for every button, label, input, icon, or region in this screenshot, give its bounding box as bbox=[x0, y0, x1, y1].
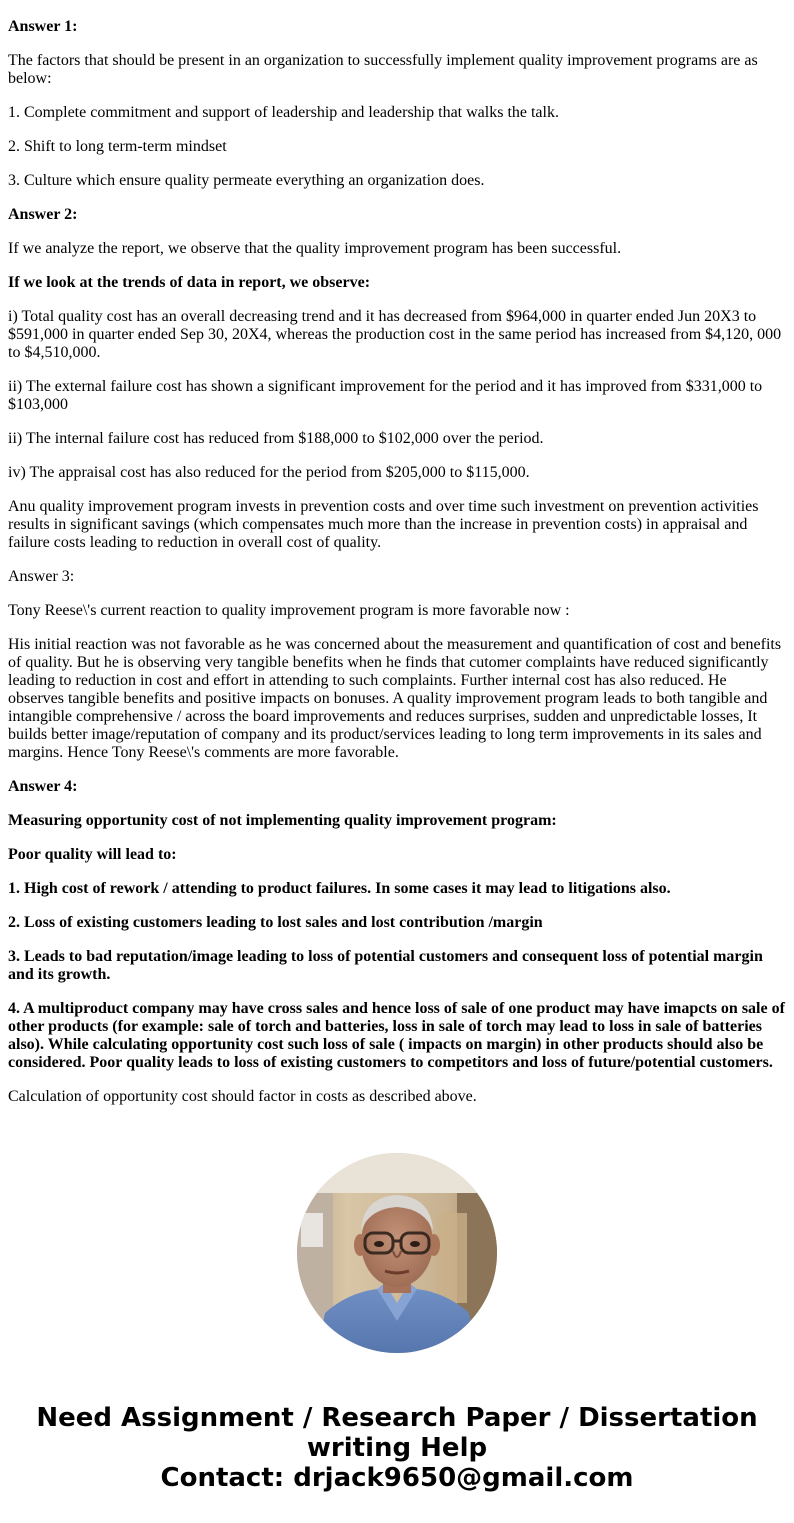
answer-document bbox=[8, 18, 786, 1122]
footer-line-2: writing Help bbox=[306, 1433, 488, 1463]
answer-4-item: 1. High cost of rework / attending to product failures. In some cases it may lead to litigations also. bbox=[8, 880, 671, 897]
answer-3-body: His initial reaction was not favorable as he was concerned about the measurement and quantification of cost and benefits of quality. But he is observing very tangible benefits when he finds that cutomer complaints have reduced significantly leading to reduction in cost and effort in attending to such complaints. Further internal cost has also reduced. He observes tangible benefits and positive impacts on bonuses. A quality improvement program leads to both tangible and intangible comprehensive / across the board improvements and reduces surprises, sudden and unpredictable losses, It builds better image/reputation of company and its product/services leading to long term improvements in its sales and margins. Hence Tony Reese\'s comments are more favorable. bbox=[8, 636, 782, 761]
answer-4-item: 4. A multiproduct company may have cross sales and hence loss of sale of one product may have imapcts on sale of other products (for example: sale of torch and batteries, loss in sale of torch may lead to loss in sale of batteries also). While calculating opportunity cost such loss of sale ( impacts on margin) in other products should also be considered. Poor quality leads to loss of existing customers to competitors and loss of future/potential customers. bbox=[8, 1000, 785, 1071]
answer-4-subheading: Measuring opportunity cost of not implementing quality improvement program: bbox=[8, 812, 557, 829]
answer-2-item: ii) The internal failure cost has reduced from $188,000 to $102,000 over the period. bbox=[8, 430, 544, 447]
answer-2-item: ii) The external failure cost has shown a significant improvement for the period and it has improved from $331,000 to $103,000 bbox=[8, 378, 763, 413]
answer-4-conclusion: Calculation of opportunity cost should factor in costs as described above. bbox=[8, 1088, 477, 1105]
answer-4-item: 3. Leads to bad reputation/image leading to loss of potential customers and consequent loss of potential margin and its growth. bbox=[8, 948, 763, 983]
answer-1-heading: Answer 1: bbox=[8, 18, 78, 35]
footer-line-1: Need Assignment / Research Paper / Dissertation bbox=[36, 1403, 758, 1433]
answer-1-item: 2. Shift to long term-term mindset bbox=[8, 138, 227, 155]
answer-1-intro: The factors that should be present in an organization to successfully implement quality improvement programs are as below: bbox=[8, 52, 758, 87]
answer-2-subheading: If we look at the trends of data in report, we observe: bbox=[8, 274, 371, 291]
footer-promo bbox=[0, 1403, 794, 1493]
author-portrait-image bbox=[297, 1153, 497, 1353]
answer-1-item: 3. Culture which ensure quality permeate everything an organization does. bbox=[8, 172, 485, 189]
answer-4-item: 2. Loss of existing customers leading to lost sales and lost contribution /margin bbox=[8, 914, 543, 931]
author-photo bbox=[297, 1153, 497, 1353]
answer-1-item: 1. Complete commitment and support of leadership and leadership that walks the talk. bbox=[8, 104, 559, 121]
answer-2-conclusion: Anu quality improvement program invests in prevention costs and over time such investment on prevention activities results in significant savings (which compensates much more than the increase in prevention costs) in appraisal and failure costs leading to reduction in overall cost of quality. bbox=[8, 498, 759, 551]
answer-2-item: iv) The appraisal cost has also reduced for the period from $205,000 to $115,000. bbox=[8, 464, 530, 481]
answer-2-heading: Answer 2: bbox=[8, 206, 78, 223]
answer-2-item: i) Total quality cost has an overall decreasing trend and it has decreased from $964,000 in quarter ended Jun 20X3 to $591,000 in quarter ended Sep 30, 20X4, whereas the production cost in the same period has increased from $4,120, 000 to $4,510,000. bbox=[8, 308, 782, 361]
answer-4-heading: Answer 4: bbox=[8, 778, 78, 795]
answer-2-intro: If we analyze the report, we observe that the quality improvement program has been successful. bbox=[8, 240, 622, 257]
answer-3-intro: Tony Reese\'s current reaction to quality improvement program is more favorable now : bbox=[8, 602, 570, 619]
answer-3-heading: Answer 3: bbox=[8, 568, 75, 585]
answer-4-lead: Poor quality will lead to: bbox=[8, 846, 177, 863]
footer-contact: Contact: drjack9650@gmail.com bbox=[160, 1463, 634, 1493]
